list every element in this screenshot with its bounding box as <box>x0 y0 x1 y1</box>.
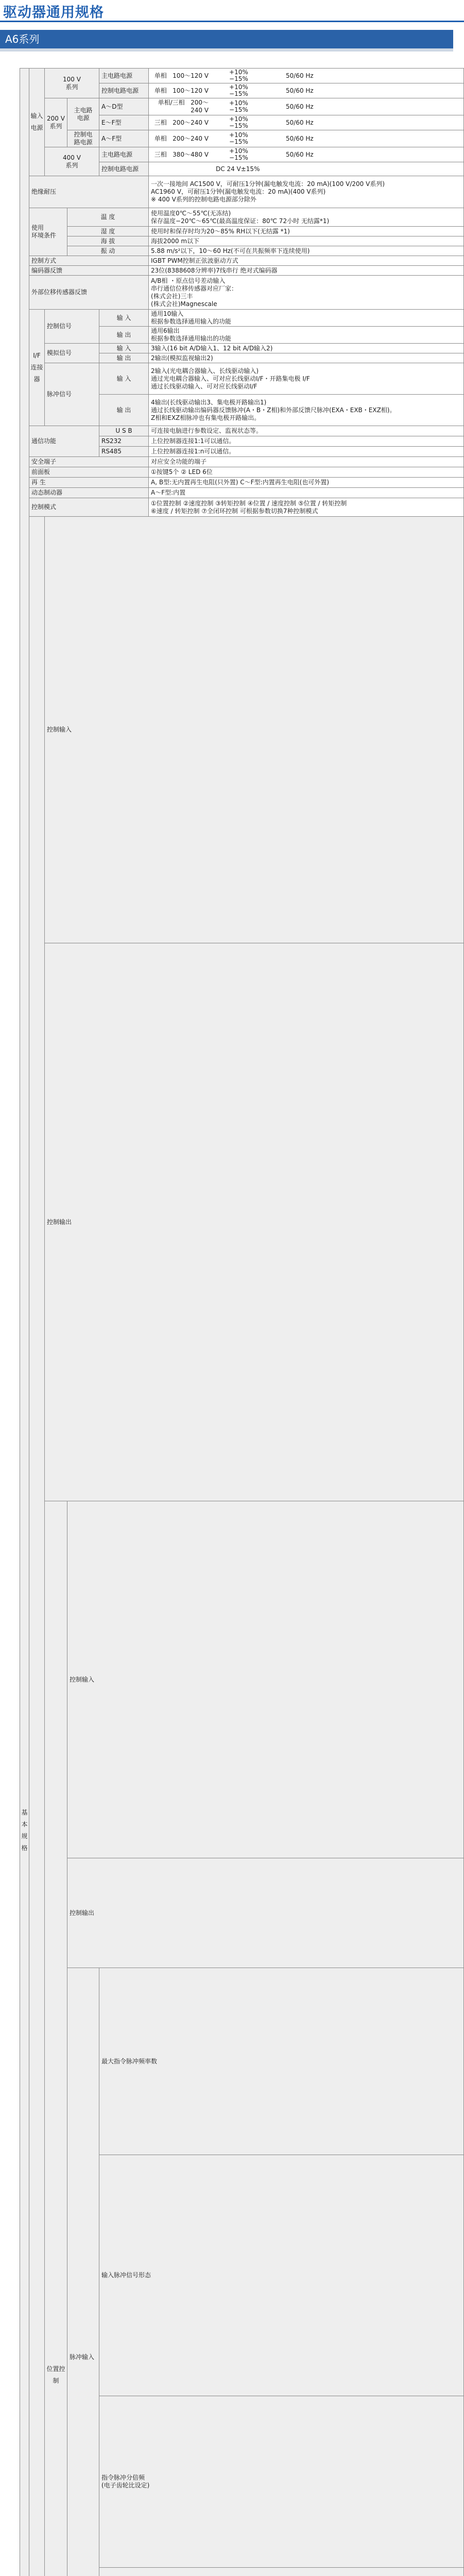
external-sensor-value: A/B相 ・原点信号差动输入 串行通信位移传感器对应厂家： (株式会社)三丰 (株式会社)Magnescale <box>149 276 464 310</box>
frequency: 50/60 Hz <box>286 151 328 159</box>
input-power-label: 输入电源 <box>29 69 45 176</box>
title-rule <box>0 21 464 22</box>
altitude-value: 海拔2000 m以下 <box>149 236 464 246</box>
vibration-label: 振 动 <box>67 246 149 256</box>
environment-label: 使用 环境条件 <box>29 208 67 256</box>
ps-input-value: 2输入(光电耦合器输入、长线驱动输入) 通过光电耦合器输入、可对应长线驱动I/F・开路集电极 I/F 通过长线驱动输入、可对应长线驱动I/F <box>149 363 464 395</box>
v400-main-spec <box>151 148 461 161</box>
temp-label: 温 度 <box>67 208 149 227</box>
pos-div-label: 指令脉冲分倍频 (电子齿轮比设定) <box>99 2396 464 2568</box>
frequency: 50/60 Hz <box>286 103 328 111</box>
control-method-label: 控制方式 <box>29 256 149 266</box>
pos-co-label: 控制输出 <box>67 1858 464 1968</box>
humidity-label: 湿 度 <box>67 227 149 236</box>
page-title: 驱动器通用规格 <box>3 1 104 21</box>
voltage-range: 380〜480 V <box>173 151 209 158</box>
rs232-value: 上位控制器连接1:1可以通信。 <box>149 436 464 447</box>
control-signal-label: 控制信号 <box>45 310 99 344</box>
control-mode-label: 控制模式 <box>29 498 149 517</box>
frequency: 50/60 Hz <box>286 135 328 143</box>
frequency: 50/60 Hz <box>286 119 328 127</box>
altitude-label: 海 拔 <box>67 236 149 246</box>
regeneration-value: A, B型:无内置再生电阻(只外置) C〜F型:内置再生电阻(也可外置) <box>149 478 464 488</box>
v100-main-label: 主电路电源 <box>99 69 149 83</box>
rs485-value: 上位控制器连接1:n可以通信。 <box>149 447 464 457</box>
v200-ef-label: E〜F型 <box>99 115 149 130</box>
series-200v-label: 200 V 系列 <box>45 98 67 147</box>
control-method-value: IGBT PWM控制正弦波驱动方式 <box>149 256 464 266</box>
pulse-signal-label: 脉冲信号 <box>45 363 99 426</box>
voltage-range: 200〜240 V <box>173 119 209 126</box>
v200-ad-label: A〜D型 <box>99 98 149 115</box>
spec-table <box>20 68 464 2576</box>
safety-value: 对应安全功能的端子 <box>149 457 464 467</box>
ps-input-label: 输 入 <box>99 363 149 395</box>
pos-filter-label <box>99 2568 464 2576</box>
tolerance: +10% −15% <box>209 100 286 113</box>
v100-main-spec <box>151 69 461 82</box>
insulation-label: 绝缘耐压 <box>29 176 149 208</box>
cs-output-value: 通用6输出 根据参数选择通用输出的功能 <box>149 327 464 344</box>
series-header-shadow <box>0 48 453 52</box>
usb-label: U S B <box>99 426 149 436</box>
v100-ctrl-spec <box>151 84 461 97</box>
tolerance: +10% −15% <box>209 84 286 97</box>
control-mode-value: ①位置控制 ②速度控制 ③转矩控制 ④位置 / 速度控制 ⑤位置 / 转矩控制 ⑥速度 / 转矩控制 ⑦全闭环控制 可根据参数切换7种控制模式 <box>149 498 464 517</box>
communication-label: 通信功能 <box>29 426 99 457</box>
phase: 单相 <box>154 135 167 142</box>
v400-ctrl-value: DC 24 V±15% <box>149 162 464 176</box>
position-label: 位置控制 <box>45 1501 67 2576</box>
v200-af-label: A〜F型 <box>99 130 149 147</box>
v200-ef-spec <box>151 116 461 129</box>
dynamic-brake-value: A〜F型:内置 <box>149 488 464 498</box>
cs-output-label: 输 出 <box>99 327 149 344</box>
voltage-range: 200〜240 V <box>191 99 209 114</box>
tolerance: +10% −15% <box>209 148 286 161</box>
v100-ctrl-label: 控制电路电源 <box>99 83 149 98</box>
frequency: 50/60 Hz <box>286 72 328 80</box>
cs-input-value: 通用10输入 根据参数选择通用输入的功能 <box>149 310 464 327</box>
cs-input-label: 输 入 <box>99 310 149 327</box>
pos-form-label: 输入脉冲信号形态 <box>99 2155 464 2396</box>
voltage-range: 100〜120 V <box>173 87 209 94</box>
encoder-value: 23位(8388608分辨率)7线串行 绝对式编码器 <box>149 266 464 276</box>
dynamic-brake-label: 动态制动器 <box>29 488 149 498</box>
analog-signal-label: 模拟信号 <box>45 344 99 363</box>
v200-ctrl-label: 控制电 路电源 <box>67 130 99 147</box>
group-function-label <box>29 517 45 2576</box>
as-input-label: 输 入 <box>99 344 149 353</box>
series-100v-label: 100 V 系列 <box>45 69 99 98</box>
tolerance: +10% −15% <box>209 116 286 129</box>
voltage-range: 200〜240 V <box>173 135 209 142</box>
v400-ctrl-label: 控制电路电源 <box>99 162 149 176</box>
pos-pulse-label: 脉冲输入 <box>67 1968 99 2576</box>
series-400v-label: 400 V 系列 <box>45 147 99 176</box>
rs232-label: RS232 <box>99 436 149 447</box>
ps-output-value: 4输出(长线驱动输出3、集电极开路输出1) 通过长线驱动输出编码器反馈脉冲(A・B・Z相)和外部反馈尺脉冲(EXA・EXB・EXZ相)。 Z相和EXZ相脉冲也有集电极开路输出。 <box>149 395 464 426</box>
as-input-value: 3输入(16 bit A/D输入1、12 bit A/D输入2) <box>149 344 464 353</box>
rs485-label: RS485 <box>99 447 149 457</box>
phase: 单相 <box>154 72 167 79</box>
ps-output-label: 输 出 <box>99 395 149 426</box>
tolerance: +10% −15% <box>209 69 286 82</box>
v400-main-label: 主电路电源 <box>99 147 149 162</box>
temp-value: 使用温度0℃〜55℃(无冻结) 保存温度−20℃〜65℃(最高温度保证：80℃ 72小时 无结露*1) <box>149 208 464 227</box>
fn-control-input-label: 控制输入 <box>45 517 464 943</box>
phase: 单相 <box>154 87 167 94</box>
pos-maxfreq-label: 最大指令脉冲频率数 <box>99 1968 464 2155</box>
vibration-value: 5.88 m/s²以下，10〜60 Hz(不可在共振频率下连续使用) <box>149 246 464 256</box>
as-output-label: 输 出 <box>99 353 149 363</box>
fn-control-output-label: 控制输出 <box>45 943 464 1501</box>
v200-ad-spec <box>151 99 461 114</box>
phase: 三相 <box>154 151 167 158</box>
external-sensor-label: 外部位移传感器反馈 <box>29 276 149 310</box>
phase: 单相/三相 <box>158 99 185 106</box>
regeneration-label: 再 生 <box>29 478 149 488</box>
pos-ci-label: 控制输入 <box>67 1501 464 1858</box>
v200-main-label: 主电路 电源 <box>67 98 99 130</box>
encoder-label: 编码器反馈 <box>29 266 149 276</box>
humidity-value: 使用时和保存时均为20〜85% RH以下(无结露 *1) <box>149 227 464 236</box>
tolerance: +10% −15% <box>209 132 286 145</box>
safety-label: 安全端子 <box>29 457 149 467</box>
phase: 三相 <box>154 119 167 126</box>
front-panel-value: ①按键5个 ② LED 6位 <box>149 467 464 478</box>
v200-af-spec <box>151 132 461 145</box>
usb-value: 可连接电脑进行参数设定、监视状态等。 <box>149 426 464 436</box>
front-panel-label: 前面板 <box>29 467 149 478</box>
insulation-value: 一次一接地间 AC1500 V，可耐压1分钟(漏电触发电流：20 mA)(100 V/200 V系列) AC1960 V，可耐压1分钟(漏电触发电流：20 mA)(400 V系列) ※ 400 V系列的控制电路电源部分除外 <box>149 176 464 208</box>
group-basic-label: 基本规格 <box>20 69 29 2576</box>
frequency: 50/60 Hz <box>286 87 328 95</box>
as-output-value: 2输出(模拟监视输出2) <box>149 353 464 363</box>
series-header: A6系列 <box>0 30 453 48</box>
voltage-range: 100〜120 V <box>173 72 209 79</box>
interface-label: I/F连接器 <box>29 310 45 426</box>
